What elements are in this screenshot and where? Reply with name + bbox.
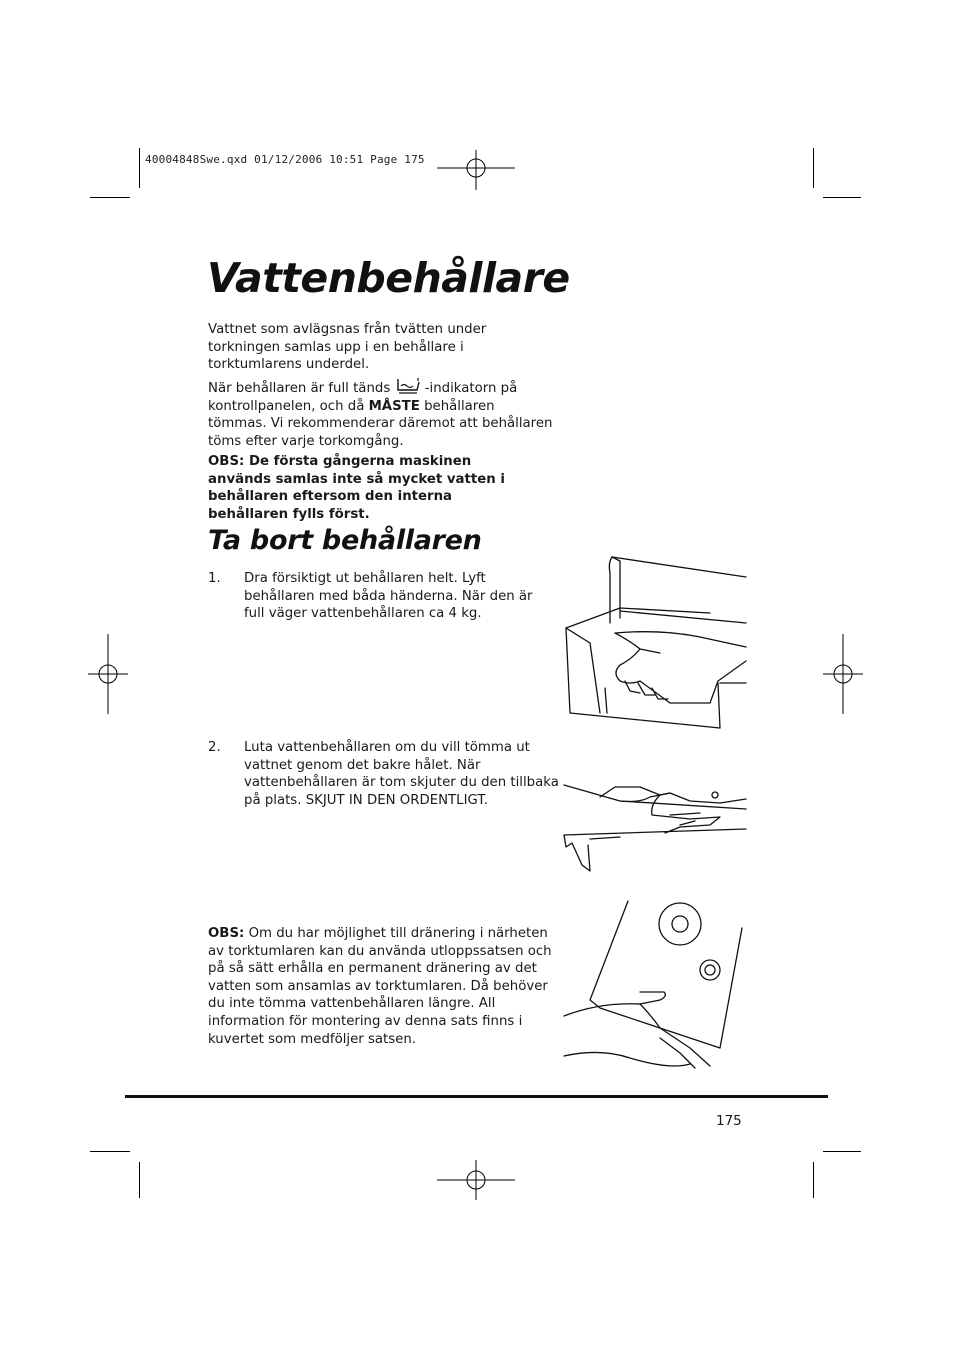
step-text: Dra försiktigt ut behållaren helt. Lyft behållaren med båda händerna. När den är full väger vattenbehållaren ca 4 kg. bbox=[244, 571, 533, 622]
registration-mark-left bbox=[88, 634, 128, 714]
water-container-full-icon bbox=[395, 377, 421, 395]
drain-note-label: OBS: bbox=[208, 926, 245, 941]
intro-paragraph-1: Vattnet som avlägsnas från tvätten under torkningen samlas upp i en behållare i torktumlarens underdel. bbox=[208, 322, 487, 373]
intro-note: OBS: De första gångerna maskinen används samlas inte så mycket vatten i behållaren eftersom den interna behållaren fylls först. bbox=[208, 454, 505, 522]
print-slug: 40004848Swe.qxd 01/12/2006 10:51 Page 175 bbox=[145, 153, 425, 166]
drain-container-illustration bbox=[560, 898, 750, 1078]
slide-in-container-illustration bbox=[560, 775, 750, 875]
intro-p2-middle: -indikatorn på kontrollpanelen, och då bbox=[208, 381, 518, 414]
section-title: Ta bort behållaren bbox=[208, 525, 482, 556]
step-1 bbox=[208, 570, 558, 630]
registration-mark-right bbox=[823, 634, 863, 714]
step-number: 1. bbox=[208, 571, 221, 586]
intro-paragraph-2 bbox=[208, 377, 553, 450]
drain-note-text: Om du har möjlighet till dränering i närheten av torktumlaren kan du använda utloppssatsen och på så sätt erhålla en permanent dränering av det vatten som ansamlas av torktumlaren. Då behöver du inte tömma vattenbehållaren längre. All information för montering av denna sats finns i kuvertet som medföljer satsen. bbox=[208, 926, 552, 1047]
drain-note bbox=[208, 925, 553, 1048]
registration-mark-bottom bbox=[437, 1160, 517, 1200]
intro-p2-end: behållaren tömmas. Vi rekommenderar däremot att behållaren töms efter varje torkomgång. bbox=[208, 398, 553, 449]
footer-rule bbox=[125, 1095, 828, 1098]
step-number: 2. bbox=[208, 740, 221, 755]
page-title: Vattenbehållare bbox=[207, 254, 570, 302]
intro-p2-start: När behållaren är full tänds bbox=[208, 381, 391, 396]
step-text: Luta vattenbehållaren om du vill tömma ut vattnet genom det bakre hålet. När vattenbehållaren är tom skjuter du den tillbaka på plats. SKJUT IN DEN ORDENTLIGT. bbox=[244, 740, 559, 808]
step-2 bbox=[208, 739, 558, 819]
registration-mark-top bbox=[437, 150, 517, 190]
pull-out-container-illustration bbox=[560, 553, 750, 733]
page-number: 175 bbox=[716, 1113, 742, 1129]
intro-p2-emphasis: MÅSTE bbox=[368, 398, 420, 414]
